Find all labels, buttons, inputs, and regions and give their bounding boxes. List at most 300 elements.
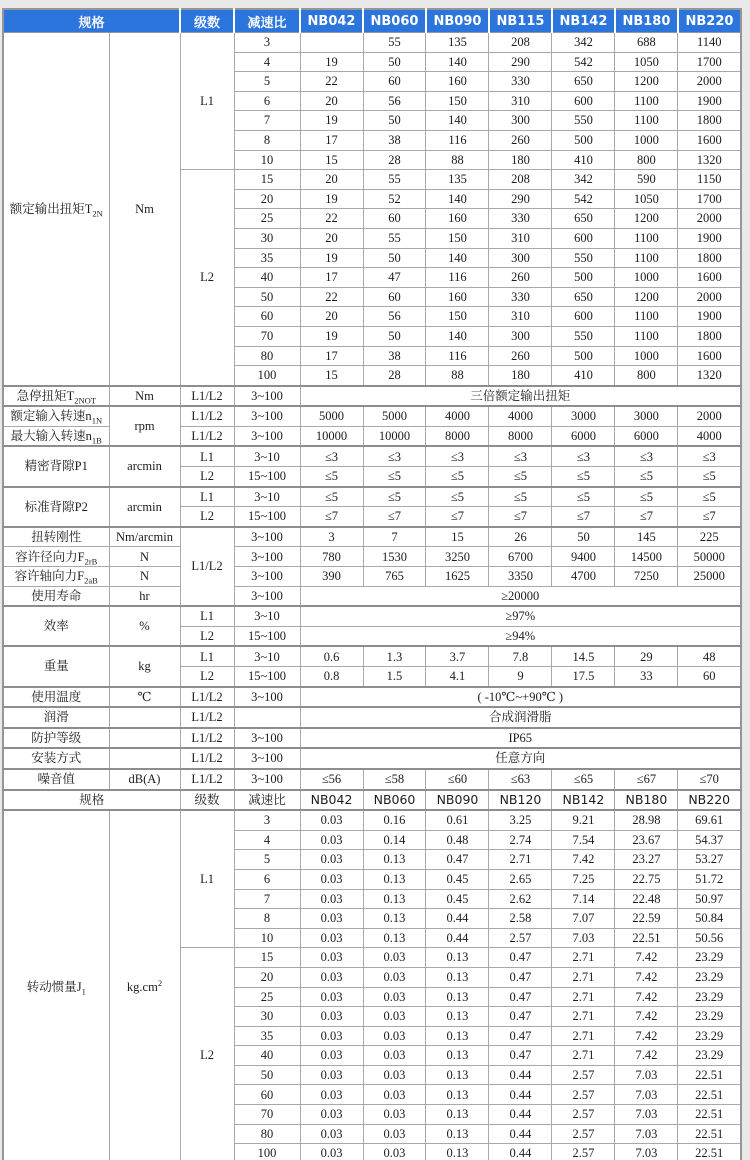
spec-cell: 10000 (300, 426, 363, 446)
spec-cell: 208 (489, 170, 552, 190)
spec-cell: 7.07 (552, 909, 615, 929)
spec-cell: 9400 (552, 547, 615, 567)
spec-cell: 3 (234, 33, 300, 53)
spec-cell: L1 (180, 810, 234, 948)
spec-cell: dB(A) (109, 769, 180, 790)
spec-cell: 542 (552, 52, 615, 72)
spec-cell: 30 (234, 228, 300, 248)
column-header-cell: 规格 (3, 9, 180, 33)
subheader-cell: NB120 (489, 790, 552, 811)
spec-cell: 135 (426, 33, 489, 53)
spec-cell: 0.03 (300, 928, 363, 948)
spec-cell: 688 (615, 33, 678, 53)
spec-cell: 0.8 (300, 667, 363, 687)
spec-cell: kg (109, 646, 180, 686)
spec-cell: 17 (300, 130, 363, 150)
spec-cell: 润滑 (3, 707, 109, 728)
spec-cell: 7.25 (552, 869, 615, 889)
spec-cell: 19 (300, 248, 363, 268)
spec-cell: 6 (234, 869, 300, 889)
spec-cell: 5000 (363, 406, 426, 426)
spec-cell: 0.03 (300, 987, 363, 1007)
spec-cell: 390 (300, 567, 363, 587)
spec-cell: 23.29 (678, 1026, 741, 1046)
spec-cell: 180 (489, 366, 552, 386)
spec-cell: 7.03 (615, 1124, 678, 1144)
spec-cell: ≤5 (678, 467, 741, 487)
spec-cell: 1600 (678, 268, 741, 288)
spec-cell: Nm (109, 33, 180, 386)
spec-cell: ≤5 (615, 467, 678, 487)
spec-cell: 1100 (615, 326, 678, 346)
spec-cell: 160 (426, 72, 489, 92)
spec-cell: 0.03 (300, 889, 363, 909)
spec-cell: 650 (552, 287, 615, 307)
spec-cell: 22.51 (615, 928, 678, 948)
spec-cell: 23.29 (678, 967, 741, 987)
spec-cell: 0.47 (489, 967, 552, 987)
spec-cell: 7 (234, 889, 300, 909)
spec-cell: 0.03 (300, 948, 363, 968)
spec-cell: 100 (234, 1144, 300, 1160)
spec-cell: 140 (426, 189, 489, 209)
spec-cell: 0.03 (363, 1046, 426, 1066)
spec-cell: 60 (234, 1085, 300, 1105)
spec-cell: 1530 (363, 547, 426, 567)
spec-cell: 7.42 (615, 967, 678, 987)
spec-cell: 88 (426, 150, 489, 170)
spec-cell: 0.6 (300, 646, 363, 666)
spec-cell: 70 (234, 1105, 300, 1125)
spec-cell: 0.03 (300, 850, 363, 870)
spec-cell: 3~100 (234, 386, 300, 407)
column-header-cell: NB115 (489, 9, 552, 33)
spec-cell: $kg.cm^2$ (109, 810, 180, 1160)
spec-cell: 0.47 (489, 1026, 552, 1046)
spec-cell: 25000 (678, 567, 741, 587)
spec-cell: L2 (180, 667, 234, 687)
spec-cell: 0.13 (426, 1065, 489, 1085)
spec-cell: 3~100 (234, 406, 300, 426)
spec-cell: 3~100 (234, 586, 300, 606)
subheader-cell: NB180 (615, 790, 678, 811)
spec-cell: 0.03 (363, 1124, 426, 1144)
table-row (3, 687, 741, 708)
spec-cell: 7.8 (489, 646, 552, 666)
spec-cell: 35 (234, 1026, 300, 1046)
spec-cell: 8 (234, 130, 300, 150)
spec-cell: ≤5 (489, 467, 552, 487)
spec-cell: % (109, 606, 180, 646)
spec-cell: 150 (426, 228, 489, 248)
spec-cell: 7.03 (615, 1144, 678, 1160)
spec-cell: L1 (180, 646, 234, 666)
spec-cell: L1/L2 (180, 406, 234, 426)
spec-cell: 51.72 (678, 869, 741, 889)
spec-cell: 342 (552, 170, 615, 190)
spec-cell: 1100 (615, 91, 678, 111)
spec-cell: 0.03 (300, 1046, 363, 1066)
spec-cell: 4000 (678, 426, 741, 446)
spec-cell: ≤3 (552, 446, 615, 466)
spec-cell: 22.51 (678, 1065, 741, 1085)
spec-cell: 20 (234, 967, 300, 987)
spec-cell: 22.51 (678, 1085, 741, 1105)
subheader-cell: 规格 (3, 790, 180, 811)
spec-cell: 1700 (678, 52, 741, 72)
spec-cell: 8 (234, 909, 300, 929)
spec-cell: ≤7 (363, 507, 426, 527)
spec-cell: 50 (234, 1065, 300, 1085)
spec-cell: 48 (678, 646, 741, 666)
spec-cell: 20 (300, 170, 363, 190)
spec-cell: 180 (489, 150, 552, 170)
spec-cell: 20 (234, 189, 300, 209)
spec-cell: ≤67 (615, 769, 678, 790)
spec-cell: 1100 (615, 248, 678, 268)
spec-cell: 7.42 (615, 1046, 678, 1066)
spec-cell: ≤63 (489, 769, 552, 790)
spec-cell: 2000 (678, 209, 741, 229)
spec-cell: 7.03 (552, 928, 615, 948)
spec-cell: 542 (552, 189, 615, 209)
spec-cell: 88 (426, 366, 489, 386)
spec-cell: 7.03 (615, 1065, 678, 1085)
spec-cell: 1.5 (363, 667, 426, 687)
spec-cell: 效率 (3, 606, 109, 646)
spec-cell: L2 (180, 170, 234, 386)
spec-cell: 26 (489, 527, 552, 547)
subheader-cell: NB090 (426, 790, 489, 811)
subheader-cell: NB060 (363, 790, 426, 811)
spec-cell: 0.13 (426, 967, 489, 987)
spec-cell: 7.14 (552, 889, 615, 909)
spec-cell: 15 (300, 366, 363, 386)
spec-cell: 1900 (678, 307, 741, 327)
spec-cell: 3.25 (489, 810, 552, 830)
spec-cell: 0.13 (363, 850, 426, 870)
spec-cell: L1/L2 (180, 527, 234, 606)
spec-cell: 60 (234, 307, 300, 327)
spec-cell: 0.48 (426, 830, 489, 850)
spec-cell: 0.44 (489, 1124, 552, 1144)
spec-cell: 60 (363, 209, 426, 229)
spec-cell: ≤7 (615, 507, 678, 527)
column-header-cell: 级数 (180, 9, 234, 33)
spec-cell: 0.03 (363, 1007, 426, 1027)
spec-cell: 290 (489, 52, 552, 72)
spec-cell: 3 (234, 810, 300, 830)
spec-cell: 7.42 (552, 850, 615, 870)
spec-cell: 2000 (678, 406, 741, 426)
spec-cell: 2.58 (489, 909, 552, 929)
spec-cell: 0.03 (300, 1124, 363, 1144)
column-header-cell: NB090 (426, 9, 489, 33)
spec-cell: 0.03 (363, 1026, 426, 1046)
spec-cell: 7.42 (615, 1026, 678, 1046)
spec-cell: 0.44 (489, 1105, 552, 1125)
spec-cell: ≥20000 (300, 586, 741, 606)
spec-cell: 精密背隙P1 (3, 446, 109, 486)
spec-cell: L1/L2 (180, 728, 234, 749)
spec-cell: 3~10 (234, 487, 300, 507)
spec-cell: 0.13 (426, 1085, 489, 1105)
spec-cell: 7.54 (552, 830, 615, 850)
spec-cell (109, 728, 180, 749)
spec-cell: 0.03 (363, 967, 426, 987)
spec-cell: 60 (363, 287, 426, 307)
spec-cell: 410 (552, 366, 615, 386)
spec-cell: 0.44 (489, 1144, 552, 1160)
spec-cell: 3~100 (234, 527, 300, 547)
spec-cell: 1800 (678, 326, 741, 346)
spec-cell: 50000 (678, 547, 741, 567)
spec-cell: 7.03 (615, 1085, 678, 1105)
spec-cell: ≤5 (363, 487, 426, 507)
spec-cell: 转动惯量$J_1$ (3, 810, 109, 1160)
spec-cell: rpm (109, 406, 180, 446)
spec-cell: 额定输入转速$n_{1N}$ (3, 406, 109, 426)
subheader-cell: NB042 (300, 790, 363, 811)
spec-cell: ≤65 (552, 769, 615, 790)
spec-cell: 任意方向 (300, 748, 741, 769)
subheader-row (3, 790, 741, 811)
spec-cell: 10 (234, 928, 300, 948)
spec-cell: 7 (234, 111, 300, 131)
spec-cell: 150 (426, 91, 489, 111)
spec-cell: 0.03 (300, 967, 363, 987)
spec-cell: 0.03 (300, 1105, 363, 1125)
spec-cell: 7 (363, 527, 426, 547)
spec-cell: 500 (552, 268, 615, 288)
spec-cell: 使用寿命 (3, 586, 109, 606)
spec-cell: 1600 (678, 130, 741, 150)
subheader-cell: 级数 (180, 790, 234, 811)
spec-cell: 150 (426, 307, 489, 327)
spec-cell: 4000 (489, 406, 552, 426)
spec-cell: 0.14 (363, 830, 426, 850)
spec-cell: 55 (363, 170, 426, 190)
spec-cell: 3~100 (234, 748, 300, 769)
spec-cell: hr (109, 586, 180, 606)
table-row (3, 527, 741, 547)
spec-cell: L2 (180, 467, 234, 487)
spec-cell: ≤7 (678, 507, 741, 527)
spec-cell: 53.27 (678, 850, 741, 870)
spec-cell: 50 (363, 248, 426, 268)
header-row (3, 9, 741, 33)
spec-cell: L1 (180, 446, 234, 466)
spec-cell: 3 (300, 527, 363, 547)
column-header-cell: NB180 (615, 9, 678, 33)
column-header-cell: 减速比 (234, 9, 300, 33)
spec-cell: 50 (363, 111, 426, 131)
spec-cell: 290 (489, 189, 552, 209)
subheader-cell: 减速比 (234, 790, 300, 811)
spec-cell: Nm/arcmin (109, 527, 180, 547)
spec-cell: 23.29 (678, 948, 741, 968)
spec-cell: 225 (678, 527, 741, 547)
spec-cell (109, 707, 180, 728)
spec-cell: ≤7 (426, 507, 489, 527)
spec-cell: 47 (363, 268, 426, 288)
spec-cell: N (109, 547, 180, 567)
spec-cell: 1150 (678, 170, 741, 190)
spec-cell: 116 (426, 268, 489, 288)
spec-cell: 342 (552, 33, 615, 53)
spec-cell: 2.74 (489, 830, 552, 850)
spec-cell: 1050 (615, 52, 678, 72)
spec-cell: 2.71 (552, 948, 615, 968)
spec-cell: 15 (234, 170, 300, 190)
spec-cell: 4000 (426, 406, 489, 426)
spec-cell: 1800 (678, 111, 741, 131)
spec-cell: 0.03 (363, 948, 426, 968)
spec-cell: L1 (180, 487, 234, 507)
spec-cell: 0.13 (363, 928, 426, 948)
spec-cell: 5 (234, 850, 300, 870)
spec-cell: 140 (426, 52, 489, 72)
spec-cell: 噪音值 (3, 769, 109, 790)
spec-cell: 1000 (615, 346, 678, 366)
spec-cell: 15~100 (234, 507, 300, 527)
spec-cell: 5 (234, 72, 300, 92)
spec-cell: 0.16 (363, 810, 426, 830)
spec-cell: 40 (234, 1046, 300, 1066)
spec-cell: 0.03 (363, 1065, 426, 1085)
spec-cell: 22.51 (678, 1124, 741, 1144)
spec-cell: ≤3 (615, 446, 678, 466)
spec-cell: 0.03 (363, 1105, 426, 1125)
spec-cell: ≥97% (300, 606, 741, 626)
spec-cell: 15~100 (234, 467, 300, 487)
spec-cell: ≤7 (489, 507, 552, 527)
spec-cell: 56 (363, 91, 426, 111)
spec-cell: 22.48 (615, 889, 678, 909)
spec-cell: 140 (426, 326, 489, 346)
spec-cell: ≤7 (552, 507, 615, 527)
spec-cell: 0.61 (426, 810, 489, 830)
spec-cell: 22.51 (678, 1144, 741, 1160)
spec-cell: 15 (426, 527, 489, 547)
spec-cell: 0.13 (426, 1124, 489, 1144)
spec-cell: 260 (489, 346, 552, 366)
spec-cell: 22 (300, 72, 363, 92)
spec-cell: 1800 (678, 248, 741, 268)
spec-cell: 15~100 (234, 667, 300, 687)
gearbox-spec-table (2, 8, 742, 1160)
spec-cell: 800 (615, 366, 678, 386)
spec-cell: 800 (615, 150, 678, 170)
spec-cell: 2000 (678, 72, 741, 92)
spec-cell: 500 (552, 346, 615, 366)
spec-cell: 20 (300, 228, 363, 248)
spec-cell: 20 (300, 307, 363, 327)
spec-cell: 15 (234, 948, 300, 968)
spec-cell: 22 (300, 287, 363, 307)
spec-cell: 3~100 (234, 567, 300, 587)
table-row (3, 810, 741, 830)
spec-cell: ≤5 (426, 467, 489, 487)
spec-table-body (3, 9, 741, 1160)
spec-cell: ≤60 (426, 769, 489, 790)
spec-cell: 0.47 (426, 850, 489, 870)
spec-cell: 0.03 (300, 1026, 363, 1046)
spec-cell: 50.56 (678, 928, 741, 948)
spec-cell: 3~100 (234, 547, 300, 567)
spec-cell: ≤3 (363, 446, 426, 466)
spec-cell: 80 (234, 1124, 300, 1144)
spec-cell: L1/L2 (180, 426, 234, 446)
spec-cell: IP65 (300, 728, 741, 749)
spec-cell: 防护等级 (3, 728, 109, 749)
spec-cell: 310 (489, 91, 552, 111)
spec-cell: 160 (426, 287, 489, 307)
spec-cell: ≤5 (300, 467, 363, 487)
spec-cell: 0.47 (489, 1007, 552, 1027)
spec-cell: 590 (615, 170, 678, 190)
spec-cell: 29 (615, 646, 678, 666)
spec-cell: 1000 (615, 130, 678, 150)
spec-cell: 100 (234, 366, 300, 386)
spec-cell: 22 (300, 209, 363, 229)
spec-cell: 安装方式 (3, 748, 109, 769)
spec-cell: 19 (300, 326, 363, 346)
spec-cell: Nm (109, 386, 180, 407)
spec-cell: 容许轴向力$F_{2aB}$ (3, 567, 109, 587)
spec-cell: 14500 (615, 547, 678, 567)
spec-cell: 2.71 (552, 987, 615, 1007)
spec-cell: 2.71 (489, 850, 552, 870)
spec-cell: ≤5 (552, 487, 615, 507)
spec-cell: 0.03 (363, 1144, 426, 1160)
spec-cell: 160 (426, 209, 489, 229)
spec-cell: 135 (426, 170, 489, 190)
spec-cell: 40 (234, 268, 300, 288)
spec-cell: 1625 (426, 567, 489, 587)
spec-cell: 2.71 (552, 1026, 615, 1046)
spec-cell: arcmin (109, 446, 180, 486)
spec-cell: ≤7 (300, 507, 363, 527)
spec-cell: 8000 (426, 426, 489, 446)
spec-cell: 23.29 (678, 1007, 741, 1027)
spec-cell: 1200 (615, 287, 678, 307)
spec-cell: 765 (363, 567, 426, 587)
spec-cell: 600 (552, 228, 615, 248)
subheader-cell: NB142 (552, 790, 615, 811)
spec-cell: 6000 (615, 426, 678, 446)
spec-cell: 0.44 (489, 1085, 552, 1105)
spec-cell: 1900 (678, 91, 741, 111)
spec-cell: 3000 (552, 406, 615, 426)
spec-cell: 54.37 (678, 830, 741, 850)
spec-cell: 0.45 (426, 889, 489, 909)
spec-cell: 1200 (615, 72, 678, 92)
spec-cell: 容许径向力$F_{2rB}$ (3, 547, 109, 567)
spec-cell: 260 (489, 268, 552, 288)
spec-cell: 0.03 (363, 1085, 426, 1105)
spec-cell: 0.47 (489, 987, 552, 1007)
spec-cell: 1050 (615, 189, 678, 209)
spec-cell: 30 (234, 1007, 300, 1027)
spec-cell: ≤5 (300, 487, 363, 507)
spec-cell: 38 (363, 130, 426, 150)
spec-cell: 0.03 (363, 987, 426, 1007)
spec-cell: 300 (489, 326, 552, 346)
spec-cell: 550 (552, 111, 615, 131)
spec-cell: 4.1 (426, 667, 489, 687)
spec-cell: 25 (234, 209, 300, 229)
